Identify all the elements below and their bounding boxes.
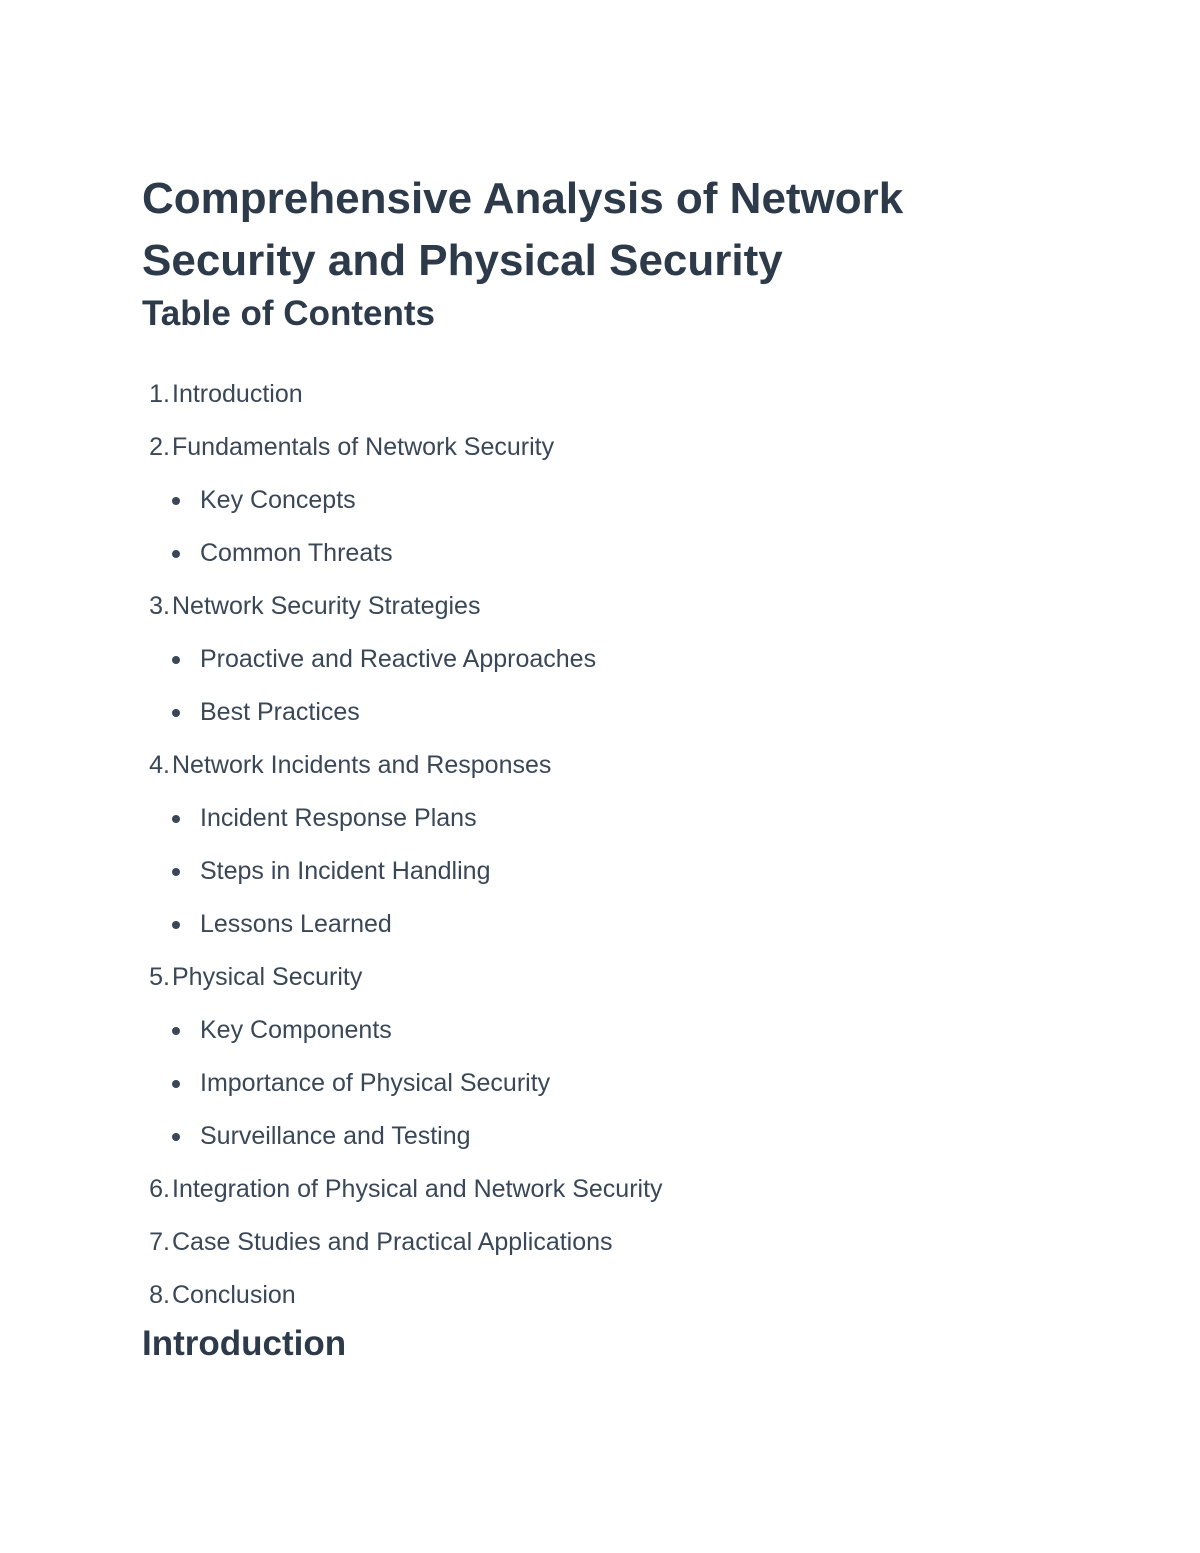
toc-entry[interactable]	[142, 951, 1042, 1004]
toc-label: Fundamentals of Network Security	[172, 433, 555, 461]
toc-entry[interactable]	[142, 1163, 1042, 1216]
toc-number: 5.	[149, 963, 170, 991]
toc-number: 3.	[149, 592, 170, 620]
bullet-icon	[172, 656, 180, 664]
toc-subitem-label: Importance of Physical Security	[200, 1069, 551, 1097]
toc-subitem-label: Incident Response Plans	[200, 804, 477, 832]
toc-number: 6.	[149, 1175, 170, 1203]
toc-subitem[interactable]	[142, 1004, 1042, 1057]
toc-subitem-label: Surveillance and Testing	[200, 1122, 471, 1150]
toc-subitem-label: Proactive and Reactive Approaches	[200, 645, 597, 673]
toc-number: 2.	[149, 433, 170, 461]
toc-item	[142, 1269, 1042, 1322]
bullet-icon	[172, 921, 180, 929]
toc-subitem-label: Key Components	[200, 1016, 392, 1044]
toc-label: Case Studies and Practical Applications	[172, 1228, 613, 1256]
toc-item	[142, 580, 1042, 739]
toc-entry[interactable]	[142, 1216, 1042, 1269]
toc-item	[142, 1216, 1042, 1269]
toc-item	[142, 951, 1042, 1163]
toc-item	[142, 1163, 1042, 1216]
toc-item	[142, 368, 1042, 421]
toc-sublist	[142, 633, 1042, 739]
toc-subitem-label: Lessons Learned	[200, 910, 392, 938]
bullet-icon	[172, 1080, 180, 1088]
toc-sublist	[142, 474, 1042, 580]
toc-subitem[interactable]	[142, 686, 1042, 739]
document-content	[142, 168, 1042, 1366]
toc-entry[interactable]	[142, 421, 1042, 474]
bullet-icon	[172, 709, 180, 717]
toc-label: Introduction	[172, 380, 303, 408]
toc-subitem[interactable]	[142, 527, 1042, 580]
toc-subitem-label: Best Practices	[200, 698, 360, 726]
toc-subitem-label: Steps in Incident Handling	[200, 857, 491, 885]
toc-entry[interactable]	[142, 739, 1042, 792]
document-title: Comprehensive Analysis of Network Security and Physical Security	[142, 174, 904, 285]
toc-label: Integration of Physical and Network Security	[172, 1175, 663, 1203]
bullet-icon	[172, 1133, 180, 1141]
toc-subitem[interactable]	[142, 845, 1042, 898]
toc-sublist	[142, 1004, 1042, 1163]
toc-entry[interactable]	[142, 1269, 1042, 1322]
introduction-heading: Introduction	[142, 1324, 347, 1363]
bullet-icon	[172, 497, 180, 505]
toc-heading: Table of Contents	[142, 294, 435, 333]
toc-entry[interactable]	[142, 580, 1042, 633]
toc-number: 4.	[149, 751, 170, 779]
toc-number: 8.	[149, 1281, 170, 1309]
toc-entry[interactable]	[142, 368, 1042, 421]
bullet-icon	[172, 1027, 180, 1035]
toc-label: Physical Security	[172, 963, 363, 991]
bullet-icon	[172, 815, 180, 823]
toc-item	[142, 421, 1042, 580]
toc-subitem[interactable]	[142, 792, 1042, 845]
toc-label: Conclusion	[172, 1281, 296, 1309]
toc-subitem[interactable]	[142, 474, 1042, 527]
toc-subitem-label: Key Concepts	[200, 486, 356, 514]
bullet-icon	[172, 868, 180, 876]
toc-sublist	[142, 792, 1042, 951]
table-of-contents	[142, 368, 1042, 1322]
toc-subitem[interactable]	[142, 1057, 1042, 1110]
toc-subitem[interactable]	[142, 1110, 1042, 1163]
toc-subitem[interactable]	[142, 898, 1042, 951]
toc-subitem[interactable]	[142, 633, 1042, 686]
toc-subitem-label: Common Threats	[200, 539, 393, 567]
bullet-icon	[172, 550, 180, 558]
toc-label: Network Incidents and Responses	[172, 751, 552, 779]
toc-number: 7.	[149, 1228, 170, 1256]
toc-label: Network Security Strategies	[172, 592, 481, 620]
toc-number: 1.	[149, 380, 170, 408]
toc-item	[142, 739, 1042, 951]
